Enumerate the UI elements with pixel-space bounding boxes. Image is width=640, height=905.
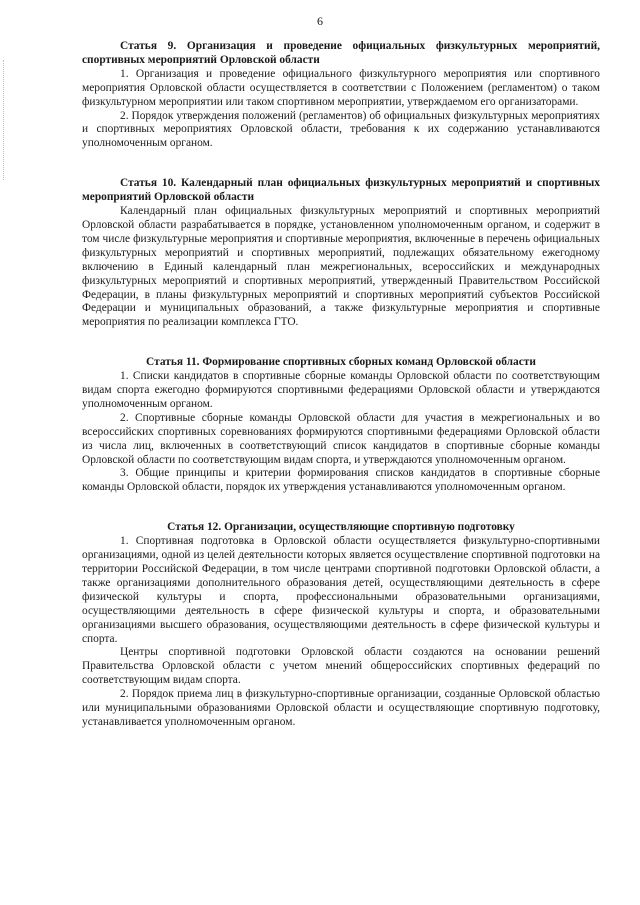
paragraph: 2. Порядок утверждения положений (регламентов) об официальных физкультурных мероприятиях и спортивных мероприятиях Орловской области, требования к их содержанию устанавливаются уполномоченным органом. (82, 109, 600, 150)
article-11 (82, 356, 600, 495)
article-10 (82, 177, 600, 330)
article-heading: Статья 9. Организация и проведение официальных физкультурных мероприятий, спортивных мероприятий Орловской области (82, 40, 600, 66)
article-12 (82, 521, 600, 730)
paragraph: 2. Спортивные сборные команды Орловской области для участия в межрегиональных и во всероссийских спортивных соревнованиях формируются спортивными федерациями Орловской области из числа лиц, включенных в соответствующий список кандидатов в спортивные сборные команды Орловской области по соответствующим видам спорта, и утверждаются уполномоченным органом. (82, 411, 600, 466)
scan-edge-marks (3, 60, 6, 180)
paragraph: 1. Списки кандидатов в спортивные сборные команды Орловской области по соответствующим видам спорта ежегодно формируются спортивными федерациями Орловской области и утверждаются уполномоченным органом. (82, 370, 600, 410)
paragraph: Центры спортивной подготовки Орловской области создаются на основании решений Правительства Орловской области с учетом мнений общероссийских спортивных федераций по соответствующим видам спорта. (82, 646, 600, 687)
document-body (82, 40, 600, 730)
paragraph: Календарный план официальных физкультурных мероприятий и спортивных мероприятий Орловской области разрабатывается в порядке, установленном уполномоченным органом, и содержит в том числе физкультурные мероприятия и спортивные мероприятия, включенные в перечень официальных физкультурных мероприятий и спортивных мероприятий, подлежащих обязательному ежегодному включению в Единый календарный план межрегиональных, всероссийских и международных физкультурных мероприятий и спортивных мероприятий, утвержденный Правительством Российской Федерации, в планы физкультурных мероприятий и спортивных мероприятий субъектов Российской Федерации и муниципальных образований, а также физкультурные мероприятия и спортивные мероприятия по реализации комплекса ГТО. (82, 205, 600, 329)
paragraph: 3. Общие принципы и критерии формирования списков кандидатов в спортивные сборные команды Орловской области, порядок их утверждения устанавливаются уполномоченным органом. (82, 467, 600, 494)
paragraph: 2. Порядок приема лиц в физкультурно-спортивные организации, созданные Орловской областью или муниципальными образованиями Орловской области и осуществляющие спортивную подготовку, устанавливается уполномоченным органом. (82, 688, 600, 728)
article-heading: Статья 11. Формирование спортивных сборных команд Орловской области (146, 356, 536, 369)
article-heading: Статья 10. Календарный план официальных физкультурных мероприятий и спортивных мероприятий Орловской области (82, 177, 600, 204)
paragraph: 1. Организация и проведение официального физкультурного мероприятия или спортивного мероприятия Орловской области осуществляется в соответствии с Положением (регламентом) о таком физкультурном мероприятии или таком спортивном мероприятии, утверждаемом его организаторами. (82, 67, 600, 108)
article-heading: Статья 12. Организации, осуществляющие спортивную подготовку (167, 521, 515, 534)
page-number: 6 (317, 14, 323, 28)
article-9 (82, 40, 600, 151)
paragraph: 1. Спортивная подготовка в Орловской области осуществляется физкультурно-спортивными организациями, одной из целей деятельности которых является осуществление спортивной подготовки на территории Российской Федерации, в том числе центрами спортивной подготовки Орловской области, а также организациями дополнительного образования детей, осуществляющими деятельность в сфере физической культуры и спорта, профессиональными образовательными организациями, осуществляющими деятельность в сфере физической культуры и спорта, и образовательными организациями высшего образования, осуществляющими деятельность в сфере физической культуры и спорта. (82, 535, 600, 645)
